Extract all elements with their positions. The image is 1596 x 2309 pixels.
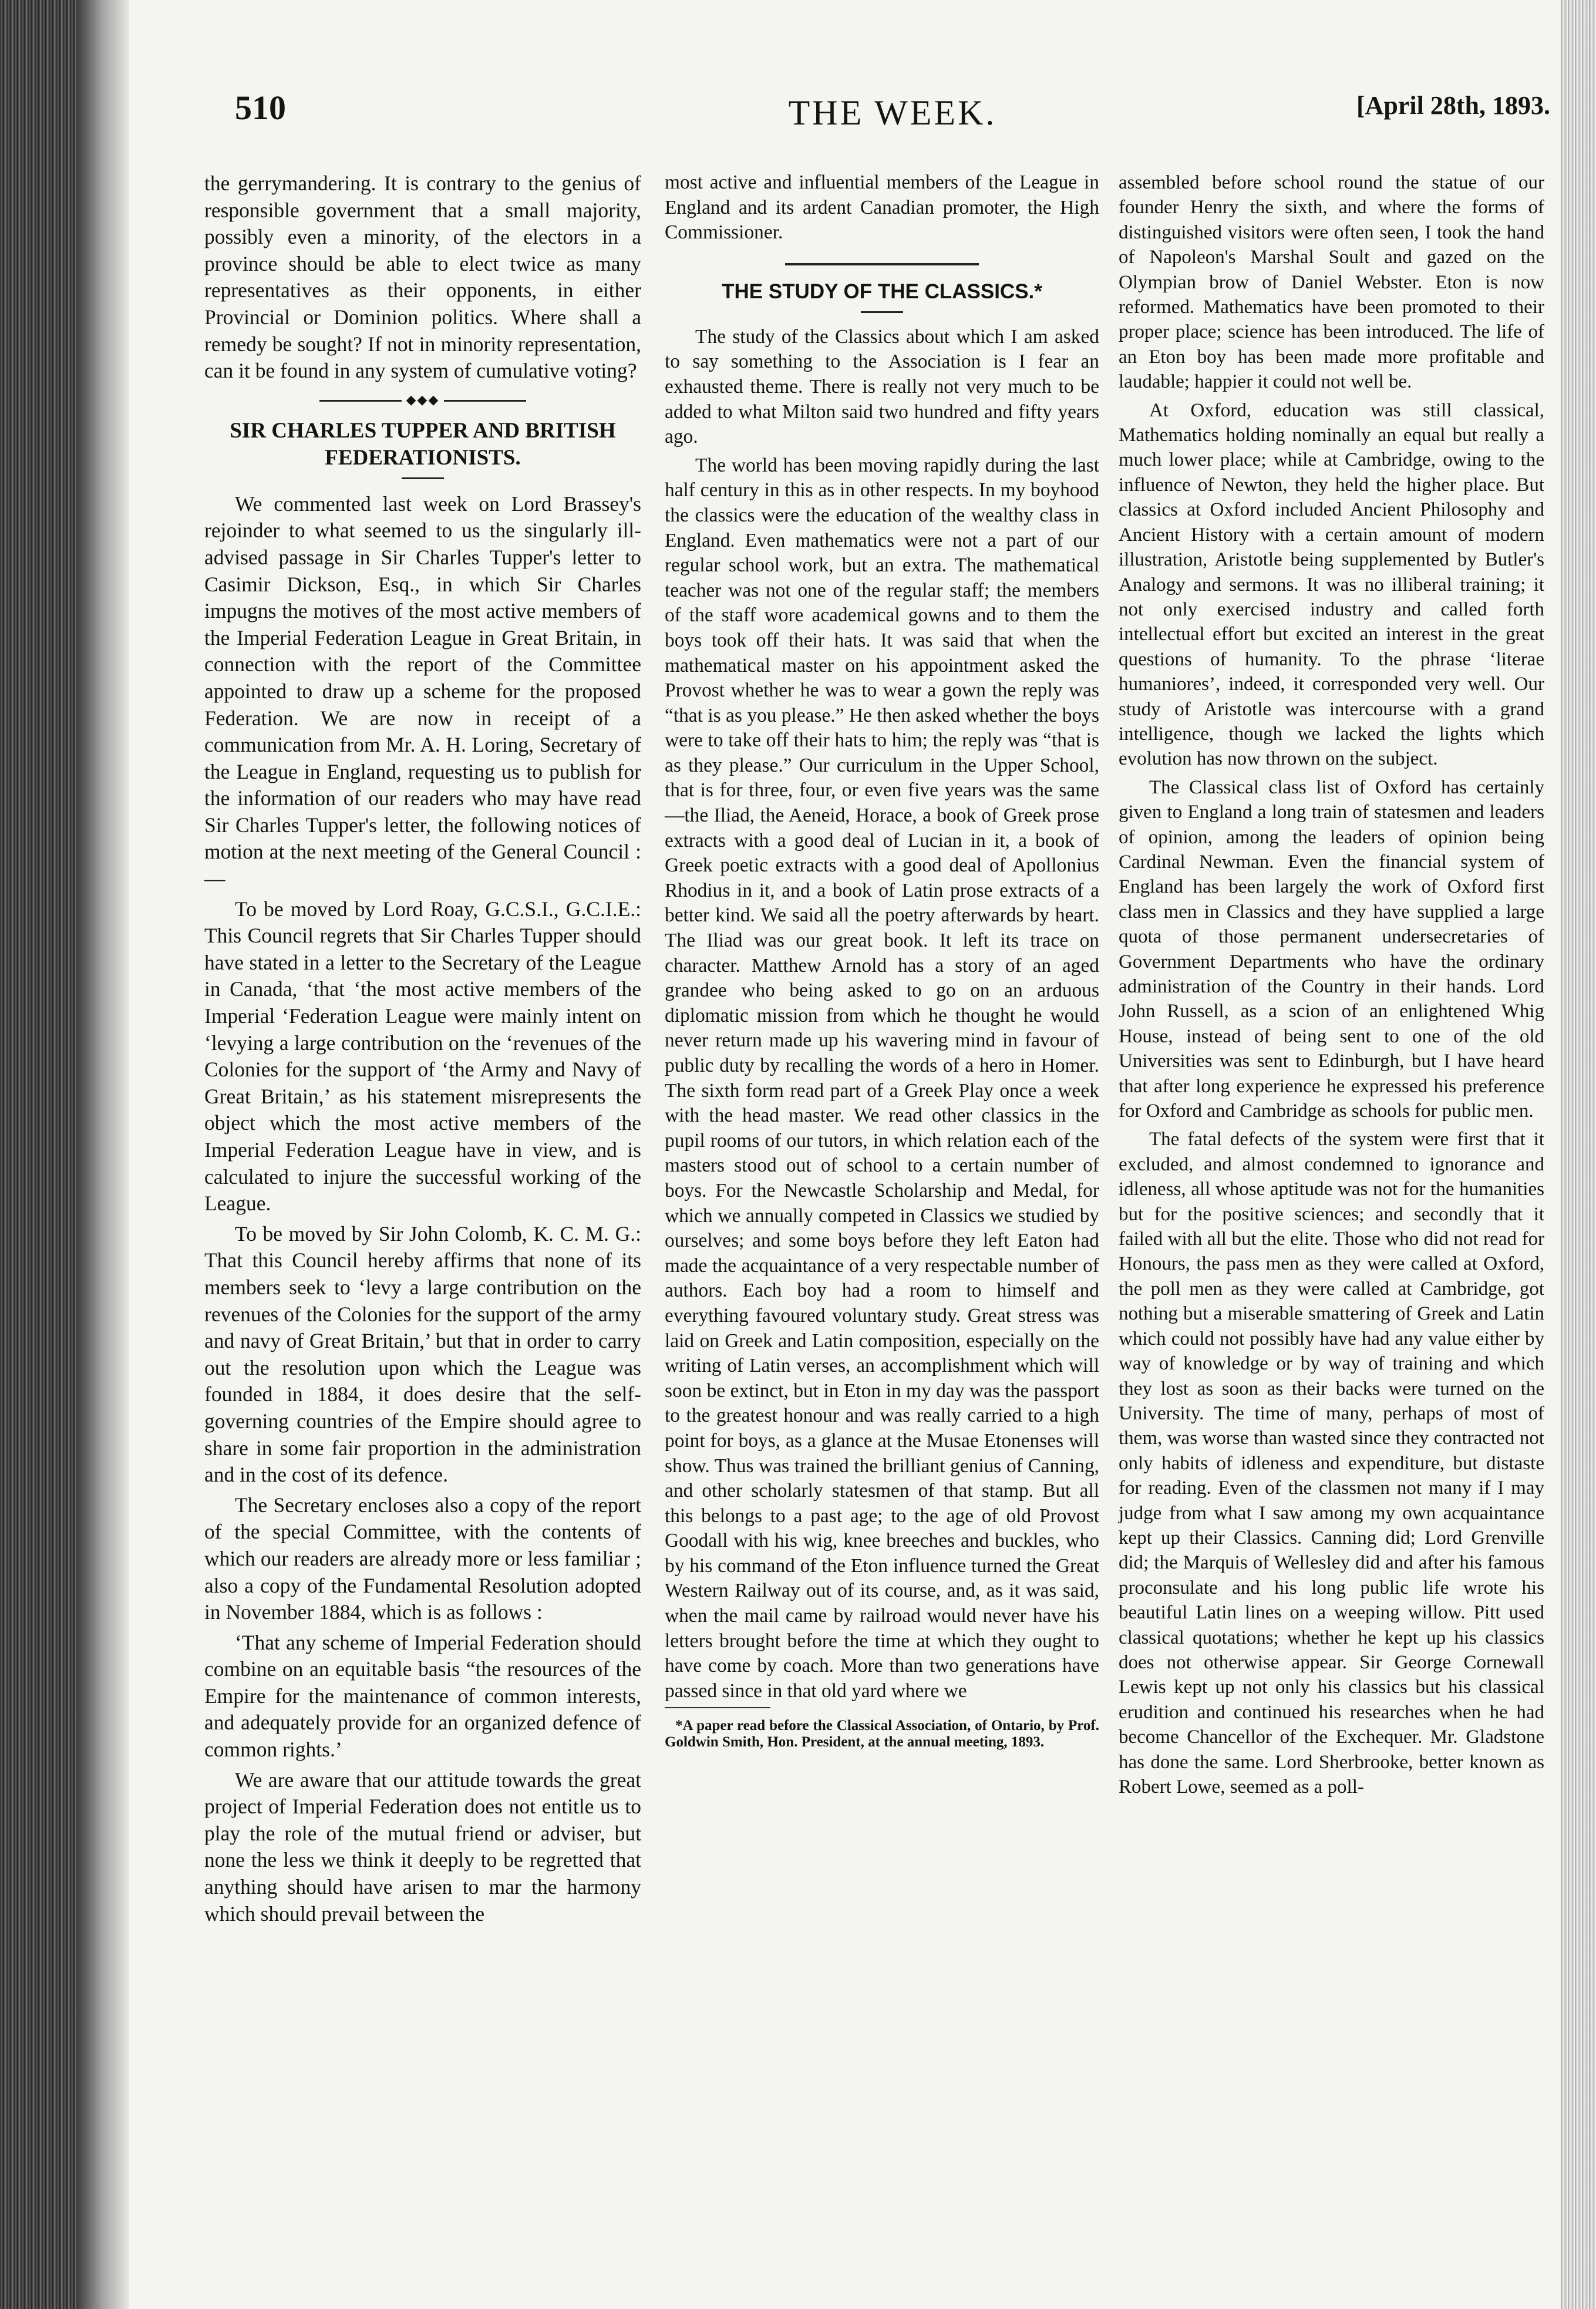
paragraph: At Oxford, education was still classical, Mathematics holding nominally an equal but really a much lower place; while at Cambridge, owing to the influence of Newton, they held the higher place. But classics at Oxford included Ancient Philosophy and Ancient History with a certain amount of modern illustration, Aristotle being supplemented by Butler's Analogy and sermons. It was no illiberal training; it not only exercised industry and called forth intellectual effort but excited an interest in the great questions of humanity. To the phrase ‘literae humaniores’, indeed, it corresponded very well. Our study of Aristotle was intercourse with a grand intelligence, though we lacked the lights which evolution has now thrown on the subject. <box>1119 399 1544 770</box>
column-middle <box>665 170 1099 1751</box>
paragraph: The fatal defects of the system were first that it excluded, and almost condemned to ignorance and idleness, all whose aptitude was not for the humanities but for the positive sciences; and secondly that it failed with all but the elite. Those who did not read for Honours, the pass men as they were called at Oxford, the poll men as they were called at Cambridge, got nothing but a miserable smattering of Greek and Latin which could not possibly have had any value either by way of knowledge or by way of training and which they lost as soon as their backs were turned on the University. The time of many, perhaps of most of them, was worse than wasted since they contracted not only habits of idleness and expenditure, but distaste for reading. Even of the classmen not many if I may judge from what I saw among my own acquaintance kept up their Classics. Canning did; Lord Grenville did; the Marquis of Wellesley did and after his famous proconsulate and his long public life wrote his beautiful Latin lines on a weeping willow. Pitt used classical quotations; whether he kept up his classics does not otherwise appear. Sir George Cornewall Lewis kept up not only his classics but his classical erudition and continued his researches when he had become Chancellor of the Exchequer. Mr. Gladstone has done the same. Lord Sherbrooke, better known as Robert Lowe, seemed as a poll- <box>1119 1129 1544 1798</box>
paragraph: To be moved by Lord Roay, G.C.S.I., G.C.I.E.: This Council regrets that Sir Charles Tupper should have stated in a letter to the Secretary of the League in Canada, ‘that ‘the most active members of the Imperial ‘Federation League were mainly intent on ‘levying a large contribution on the ‘revenues of the Colonies for the support of ‘the Army and Navy of Great Britain,’ as his statement misrepresents the object which the most active members of the Imperial Federation League have in view, and is calculated to injure the successful working of the League. <box>204 897 641 1216</box>
paragraph: We commented last week on Lord Brassey's rejoinder to what seemed to us the singularly ill-advised passage in Sir Charles Tupper's letter to Casimir Dickson, Esq., in which Sir Charles impugns the motives of the most active members of the Imperial Federation League in Great Britain, in connection with the report of the Committee appointed to draw up a scheme for the proposed Federation. We are now in receipt of a communication from Mr. A. H. Loring, Secretary of the League in England, requesting us to publish for the information of our readers who may have read Sir Charles Tupper's letter, the following notices of motion at the next meeting of the General Council :— <box>204 492 641 891</box>
page-header <box>235 88 1550 153</box>
page-number: 510 <box>235 89 286 127</box>
section-divider <box>785 263 979 265</box>
paragraph: To be moved by Sir John Colomb, K. C. M. G.: That this Council hereby affirms that none of its members seek to ‘levy a large contribution on the revenues of the Colonies for the support of the army and navy of Great Britain,’ but that in order to carry out the resolution upon which the League was founded in 1884, it does desire that the self-governing countries of the Empire should agree to share in some fair proportion in the administration and in the cost of its defence. <box>204 1221 641 1487</box>
heading-rule <box>861 311 903 313</box>
paragraph: The Secretary encloses also a copy of the report of the special Committee, with the contents of which our readers are already more or less familiar ; also a copy of the Fundamental Resolution adopted in November 1884, which is as follows : <box>204 1493 641 1624</box>
column-right <box>1119 170 1544 1799</box>
footnote: *A paper read before the Classical Association, of Ontario, by Prof. Goldwin Smith, Hon. President, at the annual meeting, 1893. <box>665 1718 1099 1751</box>
section-divider: ◆◆◆ <box>204 393 641 407</box>
book-binding <box>0 0 76 2309</box>
article-heading: THE STUDY OF THE CLASSICS.* <box>722 280 1042 303</box>
footnote-rule <box>665 1707 770 1708</box>
masthead-title: THE WEEK. <box>788 93 997 132</box>
paragraph: assembled before school round the statue of our founder Henry the sixth, and where the forms of distinguished visitors were often seen, I took the hand of Napoleon's Marshal Soult and gazed on the Olympian brow of Daniel Webster. Eton is now reformed. Mathematics have been promoted to their proper place; science has been introduced. The life of an Eton boy has been made more profitable and laudable; happier it could not well be. <box>1119 172 1544 393</box>
paragraph: the gerrymandering. It is contrary to the genius of responsible government that a small majority, possibly even a minority, of the electors in a province should be able to elect twice as many representatives as their opponents, in either Provincial or Dominion politics. Where shall a remedy be sought? If not in minority representation, can it be found in any system of cumulative voting? <box>204 171 641 383</box>
paragraph: most active and influential members of the League in England and its ardent Canadian promoter, the High Commissioner. <box>665 171 1099 244</box>
paragraph: The world has been moving rapidly during the last half century in this as in other respects. In my boyhood the classics were the education of the wealthy class in England. Even mathematics were not a part of our regular school work, but an extra. The mathematical teacher was not one of the regular staff; the members of the staff wore academical gowns and to them the boys took off their hats. It was said that when the mathematical master on his appointment asked the Provost whether he was to wear a gown the reply was “that is as you please.” He then asked whether the boys were to take off their hats to him; the reply was “that is as they please.” Our curriculum in the Upper School, that is for three, four, or even five years was the same—the Iliad, the Aeneid, Horace, a book of Greek prose extracts with a good deal of Lucian in it, a book of Greek poetic extracts with a good deal of Apollonius Rhodius in it, and a book of Latin prose extracts of a better kind. We said all the poetry afterwards by heart. The Iliad was our great book. It left its trace on character. Matthew Arnold has a story of an aged grandee who being asked to go on an arduous diplomatic mission from which he thought he would never return made up his wavering mind in favour of public duty by recalling the words of a hero in Homer. The sixth form read part of a Greek Play once a week with the head master. We read other classics in the pupil rooms of our tutors, in which relation each of the masters stood out of school to a certain number of boys. For the Newcastle Scholarship and Medal, for which we annually competed in Classics we studied by ourselves; and some boys before they left Eaton had made the acquaintance of a very respectable number of authors. Each boy had a room to himself and everything favoured voluntary study. Great stress was laid on Greek and Latin composition, especially on the writing of Latin verses, an accomplishment which will soon be extinct, but in Eton in my day was the passport to the greatest honour and was really carried to a high point for boys, as a glance at the Musae Etonenses will show. Thus was trained the brilliant genius of Canning, and other scholarly statesmen of that stamp. But all this belongs to a past age; to the age of old Provost Goodall with his wig, knee breeches and buckles, who by his command of the Eton influence turned the Great Western Railway out of its course, and, as it was said, when the mail came by railroad would never have his letters brought before the time at which they ought to have come by coach. More than two generations have passed since in that old yard where we <box>665 454 1099 1702</box>
paragraph: We are aware that our attitude towards the great project of Imperial Federation does not entitle us to play the role of the mutual friend or adviser, but none the less we think it deeply to be regretted that anything should have arisen to mar the harmony which should prevail between the <box>204 1768 641 1926</box>
article-heading: SIR CHARLES TUPPER AND BRITISH FEDERATIONISTS. <box>230 418 616 470</box>
issue-date: [April 28th, 1893. <box>1356 91 1550 120</box>
paragraph: The study of the Classics about which I am asked to say something to the Association is I fear an exhausted theme. There is really not very much to be added to what Milton said two hundred and fifty years ago. <box>665 325 1099 448</box>
page-edge <box>1561 0 1596 2309</box>
paragraph: The Classical class list of Oxford has certainly given to England a long train of statesmen and leaders of opinion, among the leaders of opinion being Cardinal Newman. Even the financial system of England has been largely the work of Oxford first class men in Classics and they have supplied a large quota of those permanent undersecretaries of Government Departments who have the ordinary administration of the Country in their hands. Lord John Russell, as a scion of an enlightened Whig House, instead of being sent to one of the old Universities was sent to Edinburgh, but I have heard that after long experience he expressed his preference for Oxford and Cambridge as schools for public men. <box>1119 776 1544 1122</box>
quoted-resolution: ‘That any scheme of Imperial Federation should combine on an equitable basis “the resources of the Empire for the maintenance of common interests, and adequately provide for an organized defence of common rights.’ <box>204 1630 641 1762</box>
heading-rule <box>402 477 444 479</box>
column-left <box>204 170 641 1927</box>
binding-shadow <box>76 0 129 2309</box>
